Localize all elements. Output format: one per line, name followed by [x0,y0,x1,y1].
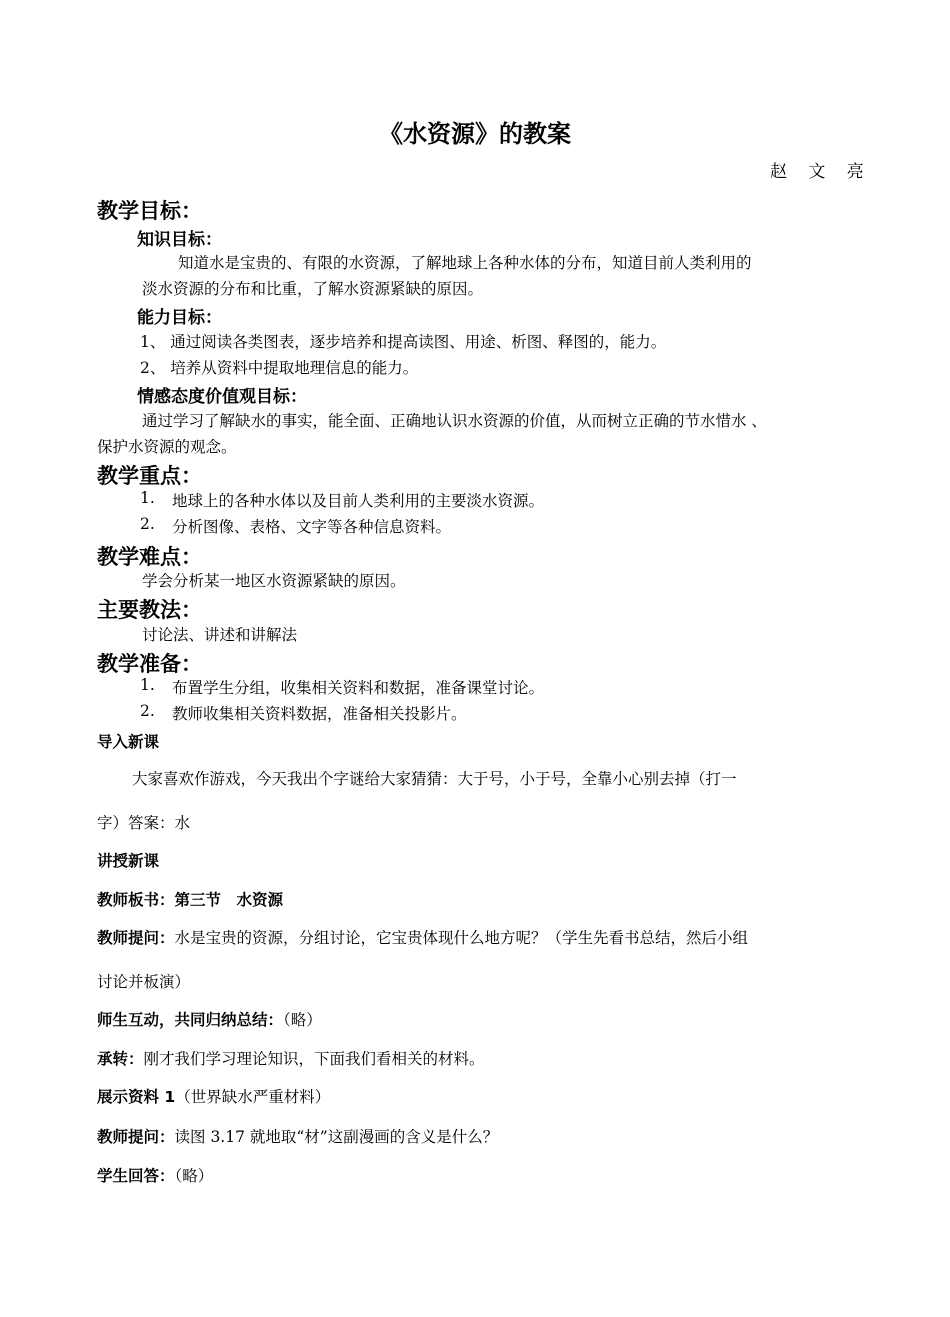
transition-text: 刚才我们学习理论知识，下面我们看相关的材料。 [143,1050,485,1068]
heading-emotion-objectives: 情感态度价值观目标： [137,387,307,407]
heading-intro: 导入新课 [97,733,160,751]
student-answer-text: （略） [174,1167,214,1185]
student-answer [97,1164,213,1186]
ability-item-1: 1、 通过阅读各类图表，逐步培养和提高读图、用途、析图、释图的，能力。 [140,333,667,351]
emotion-text-line1: 通过学习了解缺水的事实，能全面、正确地认识水资源的价值，从而树立正确的节水惜水 、 [142,412,767,430]
prep-item-1-num: 1. [140,676,155,694]
heading-teaching-objectives: 教学目标： [97,199,202,223]
intro-text-line1: 大家喜欢作游戏，今天我出个字谜给大家猜猜：大于号，小于号，全靠小心别去掉（打一 [132,770,737,788]
material-label: 展示资料 1 [97,1088,176,1106]
material-text: （世界缺水严重材料） [175,1088,331,1106]
difficulty-text: 学会分析某一地区水资源紧缺的原因。 [142,572,406,590]
teacher-question-1-text: 水是宝贵的资源，分组讨论，它宝贵体现什么地方呢？（学生先看书总结，然后小组 [174,929,749,947]
knowledge-text-line1: 知道水是宝贵的、有限的水资源，了解地球上各种水体的分布，知道目前人类利用的 [178,254,752,272]
heading-key-points: 教学重点： [97,464,202,488]
heading-ability-objectives: 能力目标： [137,308,222,328]
student-answer-label: 学生回答： [97,1167,175,1185]
key-item-2-num: 2. [140,515,155,533]
teacher-question-2-label: 教师提问： [97,1128,175,1146]
heading-teaching-method: 主要教法： [97,598,202,622]
transition [97,1047,485,1069]
prep-item-1-text: 布置学生分组，收集相关资料和数据，准备课堂讨论。 [172,679,545,697]
teacher-question-2 [97,1125,498,1147]
teacher-question-1-cont: 讨论并板演） [97,973,191,991]
document-title: 《水资源》的教案 [379,119,571,148]
intro-text-line2: 字）答案：水 [97,814,191,832]
transition-label: 承转： [97,1050,144,1068]
key-item-1-num: 1. [140,489,155,507]
key-item-2-text: 分析图像、表格、文字等各种信息资料。 [172,518,452,536]
interaction-label: 师生互动，共同归纳总结： [97,1011,284,1029]
teacher-question-2-text: 读图 3.17 就地取“材”这副漫画的含义是什么？ [174,1128,499,1146]
heading-preparation: 教学准备： [97,652,202,676]
ability-item-2: 2、 培养从资料中提取地理信息的能力。 [140,359,419,377]
teacher-question-1-label: 教师提问： [97,929,175,947]
heading-new-lesson: 讲授新课 [97,852,160,870]
prep-item-2-num: 2. [140,702,155,720]
emotion-text-line2: 保护水资源的观念。 [97,438,237,456]
key-item-1-text: 地球上的各种水体以及目前人类利用的主要淡水资源。 [172,492,545,510]
method-text: 讨论法、讲述和讲解法 [142,626,298,644]
prep-item-2-text: 教师收集相关资料数据，准备相关投影片。 [172,705,467,723]
heading-difficulty: 教学难点： [97,545,202,569]
interaction-summary [97,1008,322,1030]
heading-knowledge-objectives: 知识目标： [137,230,222,250]
board-writing: 教师板书：第三节 水资源 [97,891,284,909]
teacher-question-1 [97,926,748,948]
author-name: 赵 文 亮 [770,162,872,182]
interaction-text: （略） [283,1011,322,1029]
show-material [97,1085,330,1107]
knowledge-text-line2: 淡水资源的分布和比重，了解水资源紧缺的原因。 [142,280,484,298]
